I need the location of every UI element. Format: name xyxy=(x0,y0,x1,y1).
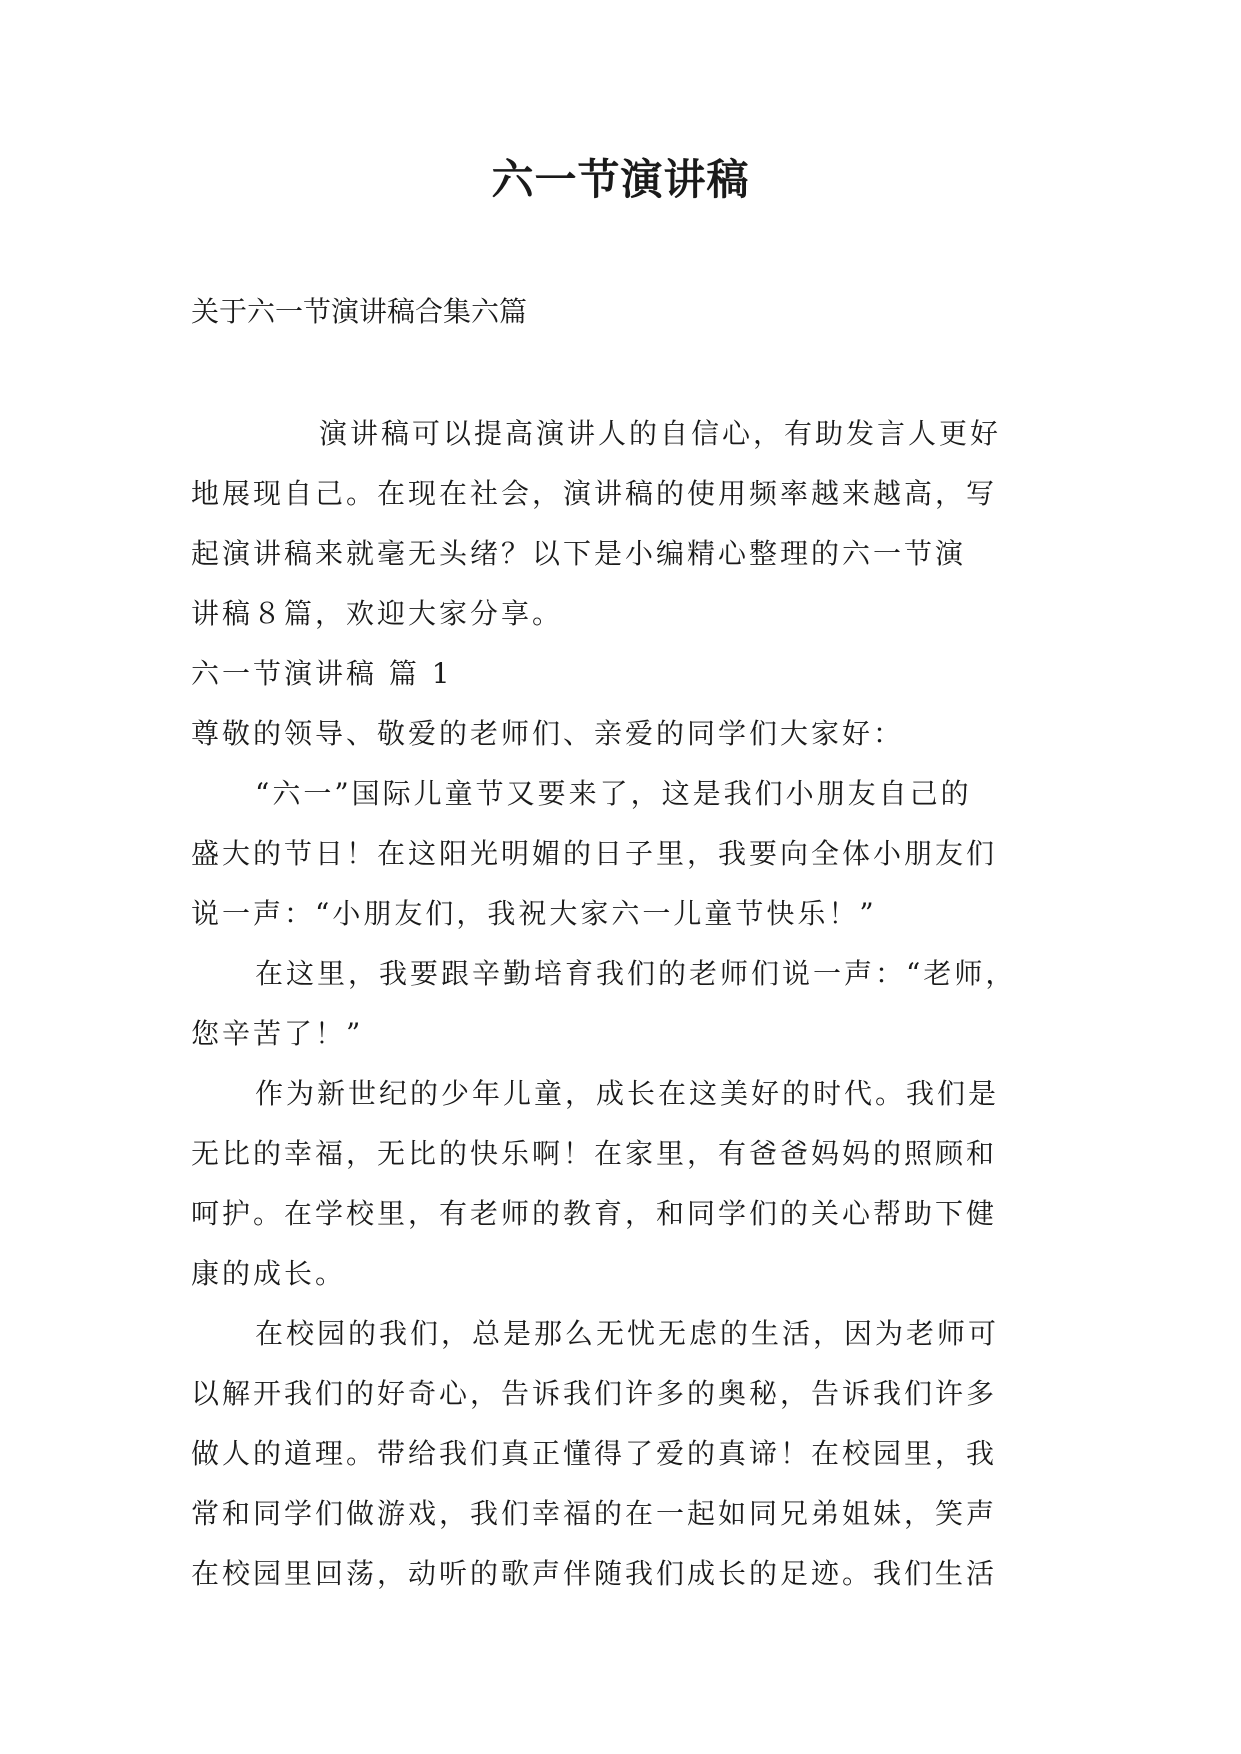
body-line: 地展现自己。在现在社会，演讲稿的使用频率越来越高，写 xyxy=(191,477,998,510)
body-line: 您辛苦了！” xyxy=(191,1017,364,1050)
body-line: 尊敬的领导、敬爱的老师们、亲爱的同学们大家好： xyxy=(191,717,905,750)
body-line: 起演讲稿来就毫无头绪？以下是小编精心整理的六一节演 xyxy=(191,537,967,570)
body-line: 说一声：“小朋友们，我祝大家六一儿童节快乐！” xyxy=(191,897,877,930)
body-line: 呵护。在学校里，有老师的教育，和同学们的关心帮助下健 xyxy=(191,1197,998,1230)
body-line: 盛大的节日！在这阳光明媚的日子里，我要向全体小朋友们 xyxy=(191,837,998,870)
body-line: “六一”国际儿童节又要来了，这是我们小朋友自己的 xyxy=(255,777,972,810)
body-line: 讲稿８篇，欢迎大家分享。 xyxy=(191,597,564,630)
body-line: 在校园的我们，总是那么无忧无虑的生活，因为老师可 xyxy=(255,1317,1000,1350)
body-line: 作为新世纪的少年儿童，成长在这美好的时代。我们是 xyxy=(255,1077,1000,1110)
body-line: 以解开我们的好奇心，告诉我们许多的奥秘，告诉我们许多 xyxy=(191,1377,998,1410)
body-line: 在校园里回荡，动听的歌声伴随我们成长的足迹。我们生活 xyxy=(191,1557,998,1590)
body-line: 无比的幸福，无比的快乐啊！在家里，有爸爸妈妈的照顾和 xyxy=(191,1137,998,1170)
body-line: 在这里，我要跟辛勤培育我们的老师们说一声：“老师， xyxy=(255,957,1017,990)
document-body xyxy=(191,404,1061,1604)
document-title: 六一节演讲稿 xyxy=(491,155,750,204)
document-subtitle: 关于六一节演讲稿合集六篇 xyxy=(191,295,528,328)
body-line: 常和同学们做游戏，我们幸福的在一起如同兄弟姐妹，笑声 xyxy=(191,1497,998,1530)
section-heading: 六一节演讲稿 篇 1 xyxy=(191,657,453,690)
body-line: 做人的道理。带给我们真正懂得了爱的真谛！在校园里，我 xyxy=(191,1437,998,1470)
body-line: 演讲稿可以提高演讲人的自信心，有助发言人更好 xyxy=(319,417,1002,450)
body-line: 康的成长。 xyxy=(191,1257,347,1290)
